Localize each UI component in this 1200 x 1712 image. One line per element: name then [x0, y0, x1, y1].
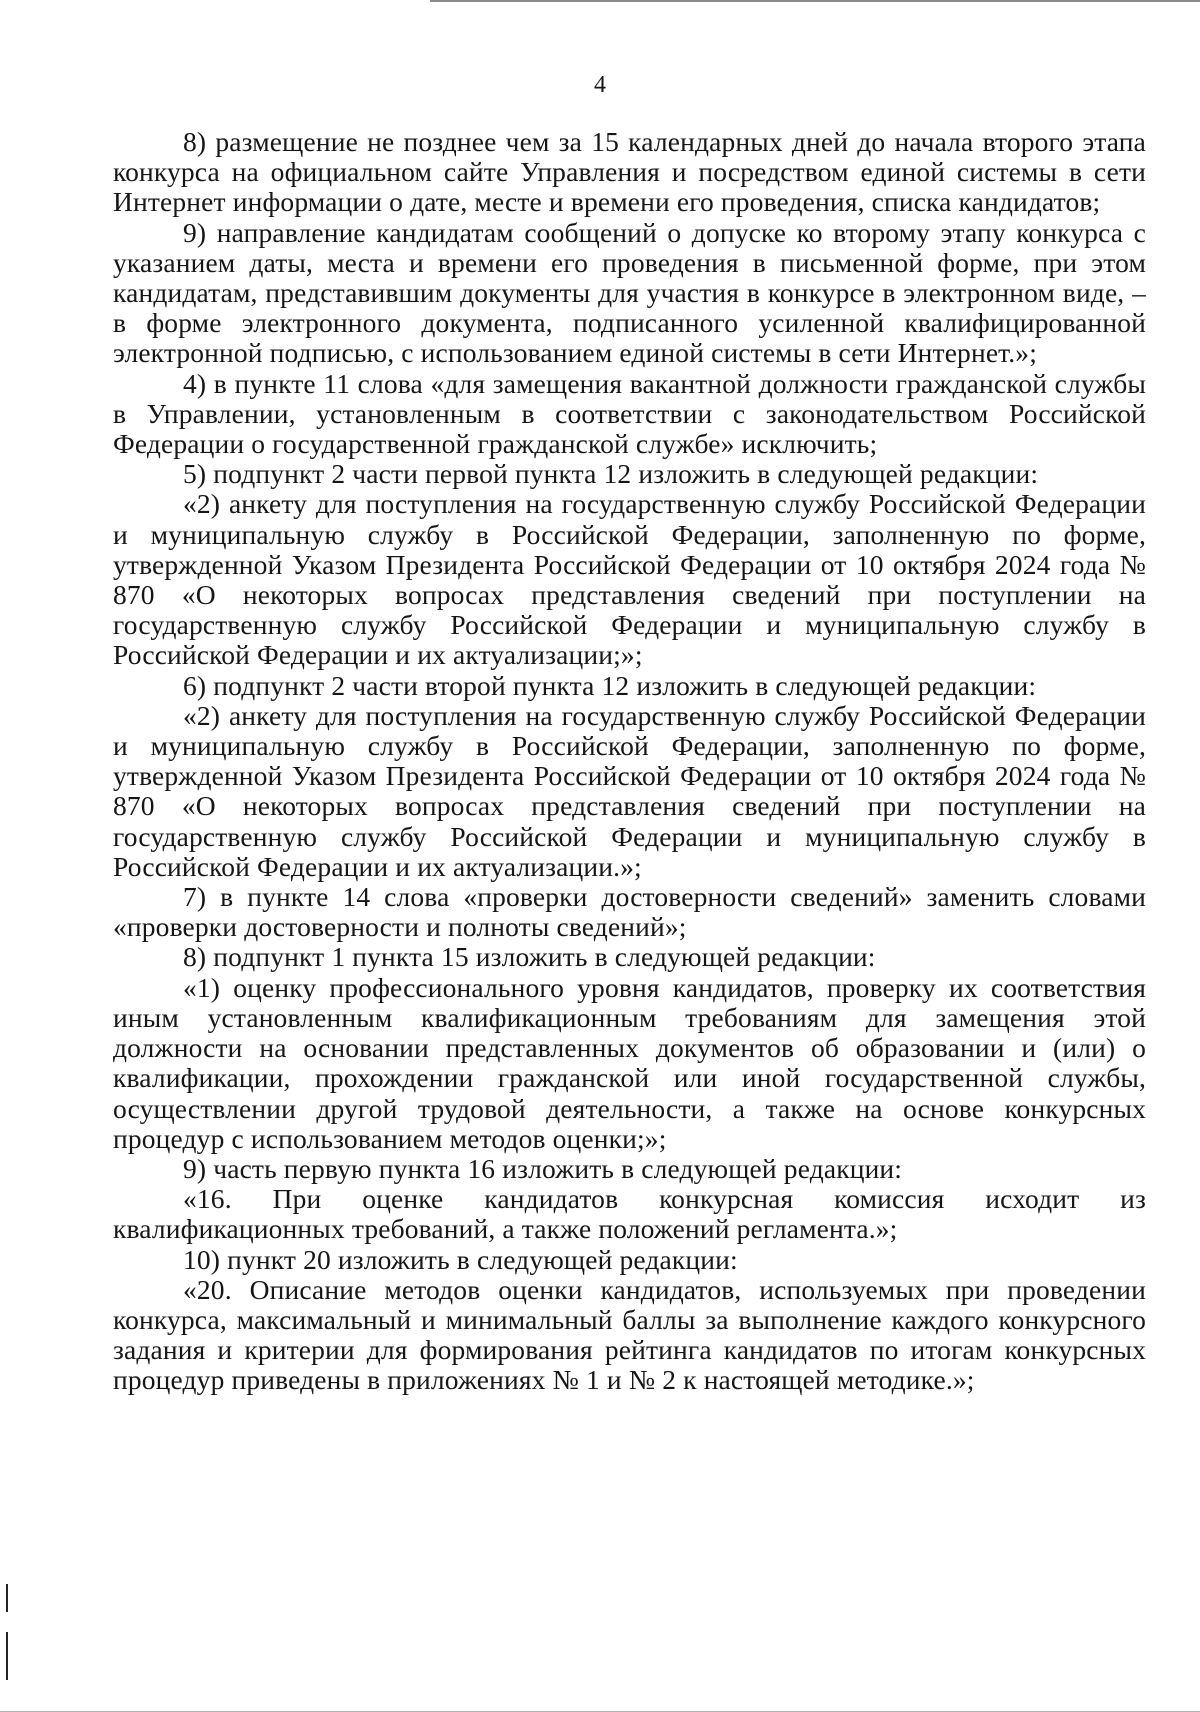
- paragraph-amendment-10: 10) пункт 20 изложить в следующей редакции:: [183, 1243, 738, 1275]
- paragraph-quote-point-16: «16. При оценке кандидатов конкурсная комиссия исходит из квалификационных требований, а также положений регламента.»;: [113, 1183, 1146, 1245]
- paragraph-amendment-5: 5) подпункт 2 части первой пункта 12 изложить в следующей редакции:: [183, 458, 1039, 490]
- paragraph-amendment-9: 9) часть первую пункта 16 изложить в следующей редакции:: [183, 1152, 903, 1184]
- paragraph-quote-assessment: «1) оценку профессионального уровня кандидатов, проверку их соответствия иным установленным квалификационным требованиям для замещения этой должности на основании представленных документов об образовании и (или) о квалификации, прохождении гражданской или иной государственной службы, осуществлении другой трудовой деятельности, а также на основе конкурсных процедур с использованием методов оценки;»;: [113, 971, 1146, 1154]
- scan-edge-mark: [6, 1632, 8, 1680]
- paragraph-amendment-4: 4) в пункте 11 слова «для замещения вакантной должности гражданской службы в Управлении, установленным в соответствии с законодательством Российской Федерации о государственной гражданской службе» исключить;: [113, 367, 1146, 460]
- paragraph-quote-point-20: «20. Описание методов оценки кандидатов, используемых при проведении конкурса, максимальный и минимальный баллы за выполнение каждого конкурсного задания и критерии для формирования рейтинга кандидатов по итогам конкурсных процедур приведены в приложениях № 1 и № 2 к настоящей методике.»;: [113, 1273, 1146, 1396]
- scan-top-edge-line: [430, 0, 1200, 2]
- paragraph-amendment-8: 8) подпункт 1 пункта 15 изложить в следующей редакции:: [183, 941, 876, 973]
- paragraph-item-9-notification: 9) направление кандидатам сообщений о допуске ко второму этапу конкурса с указанием даты, места и времени его проведения в письменной форме, при этом кандидатам, представившим документы для участия в конкурсе в электронном виде, – в форме электронного документа, подписанного усиленной квалифицированной электронной подписью, с использованием единой системы в сети Интернет.»;: [113, 216, 1146, 369]
- page-number: 4: [594, 72, 606, 98]
- paragraph-amendment-7: 7) в пункте 14 слова «проверки достоверности сведений» заменить словами «проверки достоверности и полноты сведений»;: [113, 881, 1146, 943]
- paragraph-item-8-publication: 8) размещение не позднее чем за 15 календарных дней до начала второго этапа конкурса на официальном сайте Управления и посредством единой системы в сети Интернет информации о дате, месте и времени его проведения, списка кандидатов;: [113, 126, 1146, 218]
- document-body: [113, 127, 1146, 1396]
- paragraph-quote-questionnaire-2: «2) анкету для поступления на государственную службу Российской Федерации и муниципальную службу в Российской Федерации, заполненную по форме, утвержденной Указом Президента Российской Федерации от 10 октября 2024 года № 870 «О некоторых вопросах представления сведений при поступлении на государственную службу Российской Федерации и муниципальную службу в Российской Федерации и их актуализации.»;: [113, 699, 1146, 882]
- scan-edge-mark: [6, 1584, 8, 1612]
- paragraph-amendment-6: 6) подпункт 2 части второй пункта 12 изложить в следующей редакции:: [183, 669, 1037, 701]
- paragraph-quote-questionnaire-1: «2) анкету для поступления на государственную службу Российской Федерации и муниципальную службу в Российской Федерации, заполненную по форме, утвержденной Указом Президента Российской Федерации от 10 октября 2024 года № 870 «О некоторых вопросах представления сведений при поступлении на государственную службу Российской Федерации и муниципальную службу в Российской Федерации и их актуализации;»;: [113, 488, 1146, 671]
